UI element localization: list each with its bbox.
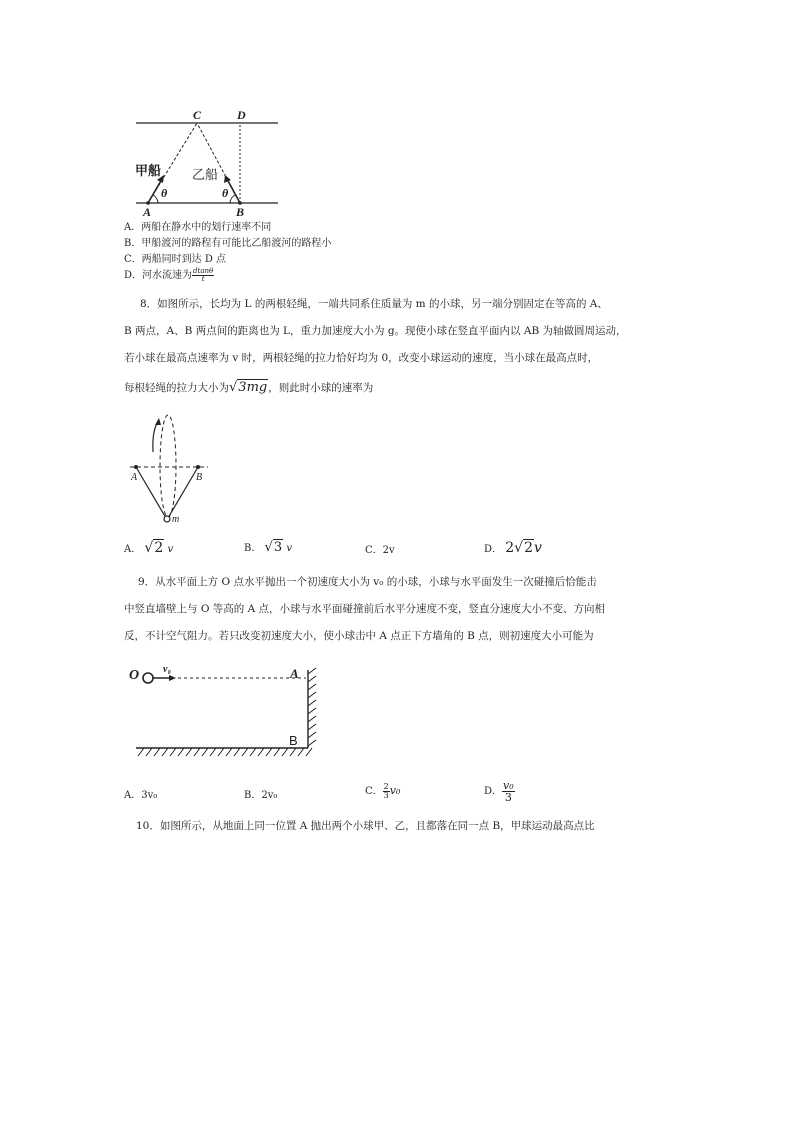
q8-option-c-value: 2v — [382, 545, 395, 556]
q8-line-4-suffix: ，则此时小球的速率为 — [268, 382, 374, 394]
boat-yi-arrowhead — [224, 175, 231, 183]
q8-line-3: 若小球在最高点速率为 v 时，两根轻绳的拉力恰好均为 0，改变小球运动的速度，当小球在最高点时， — [124, 352, 599, 364]
q8-option-a-label: A． — [124, 544, 142, 555]
label-d: D — [237, 108, 246, 122]
ground-hatching — [138, 748, 312, 756]
label-c: C — [193, 108, 202, 122]
label-b: B — [236, 205, 245, 219]
rope-b — [168, 467, 198, 518]
q9-line-3: 反，不计空气阻力。若只改变初速度大小，使小球击中 A 点正下方墙角的 B 点，则初速度大小可能为 — [124, 630, 594, 642]
label-boat-yi: 乙船 — [192, 168, 219, 183]
ball-m — [164, 516, 170, 522]
q8-tension-radicand: 3mg — [238, 380, 268, 395]
q8-label-m: m — [172, 514, 180, 525]
q8-option-a-radicand: 2 — [154, 540, 164, 556]
q7-option-a: A．两船在静水中的划行速率不同 — [124, 222, 272, 233]
theta-right: θ — [222, 186, 229, 200]
q8-option-b: B． √3 v — [244, 540, 292, 555]
rotation-arrowhead — [155, 418, 161, 425]
q9-option-c-denominator: 3 — [383, 791, 389, 800]
q9-label-a: A — [290, 666, 299, 681]
q8-line-2: B 两点，A、B 两点间的距离也为 L，重力加速度大小为 g。现使小球在竖直平面内以 AB 为轴做圆周运动， — [124, 325, 627, 337]
q8-option-c-label: C． — [365, 545, 383, 556]
q9-line-1: 9．从水平面上方 O 点水平抛出一个初速度大小为 v₀ 的小球，小球与水平面发生一次碰撞后恰能击 — [138, 576, 597, 588]
angle-arc-right — [230, 195, 235, 203]
q8-option-a: A． √2 v — [124, 540, 174, 556]
q9-option-d — [484, 780, 515, 803]
q8-option-d-var: v — [533, 540, 542, 556]
q8-option-d-radicand: 2 — [524, 540, 533, 556]
angle-arc-left — [153, 195, 158, 203]
q8-label-a: A — [131, 472, 138, 483]
q9-label-v0: v₀ — [163, 664, 171, 675]
label-boat-jia: 甲船 — [135, 164, 162, 179]
q8-option-a-var: v — [167, 544, 174, 555]
q9-line-2: 中竖直墙壁上与 O 等高的 A 点，小球与水平面碰撞前后水平分速度不变，竖直分速度大小不变、方向相 — [124, 603, 606, 615]
q8-option-d-coef: 2 — [505, 540, 515, 556]
theta-left: θ — [161, 186, 168, 200]
q9-option-d-denominator: 3 — [504, 791, 512, 804]
q8-circular-motion-figure — [122, 408, 212, 530]
q9-option-c-label: C． — [365, 786, 383, 797]
q8-line-4: 每根轻绳的拉力大小为√3mg，则此时小球的速率为 — [124, 380, 374, 395]
q9-option-c-var: v₀ — [389, 784, 401, 797]
q7-option-d-denominator: t — [201, 275, 205, 283]
ball-o — [143, 673, 153, 683]
q7-option-d — [124, 268, 214, 283]
q9-label-b: B — [289, 733, 298, 748]
q9-label-o: O — [129, 668, 140, 683]
q7-option-d-prefix: D．河水流速为 — [124, 270, 193, 281]
point-b-dot — [196, 465, 200, 469]
q8-label-b: B — [196, 472, 203, 483]
circular-orbit-dashed — [160, 415, 176, 517]
rotation-arrow-arc — [153, 422, 158, 452]
q9-option-d-label: D． — [484, 786, 503, 797]
q9-option-a: A．3v₀ — [124, 790, 158, 801]
q8-option-d: D． 2√2v — [484, 540, 542, 556]
q7-option-b: B．甲船渡河的路程有可能比乙船渡河的路程小 — [124, 238, 332, 249]
q8-option-b-label: B． — [244, 543, 262, 554]
v0-arrowhead — [169, 675, 176, 681]
q7-option-d-numerator: dtanθ — [193, 267, 214, 275]
q9-option-c — [365, 783, 400, 800]
boat-jia-velocity-arrow — [148, 179, 162, 203]
label-a: A — [143, 205, 152, 219]
q7-option-c: C．两船同时到达 D 点 — [124, 254, 227, 265]
point-a-dot — [134, 465, 138, 469]
q8-option-b-radicand: 3 — [273, 540, 283, 555]
q8-line-1: 8．如图所示，长均为 L 的两根轻绳，一端共同系住质量为 m 的小球，另一端分别固定在等高的 A、 — [140, 298, 608, 310]
q9-option-c-numerator: 2 — [383, 782, 389, 791]
q8-option-c — [365, 545, 395, 557]
q9-option-b: B．2v₀ — [244, 790, 278, 801]
wall-hatching — [308, 668, 316, 746]
q10-line-1: 10．如图所示，从地面上同一位置 A 抛出两个小球甲、乙，且都落在同一点 B，甲球运动最高点比 — [136, 820, 595, 832]
q8-option-b-var: v — [286, 543, 292, 554]
q8-option-d-label: D． — [484, 544, 503, 555]
q8-line-4-prefix: 每根轻绳的拉力大小为 — [124, 382, 229, 394]
q9-option-d-numerator: v₀ — [503, 779, 514, 792]
boat-yi-velocity-arrow — [227, 179, 240, 203]
